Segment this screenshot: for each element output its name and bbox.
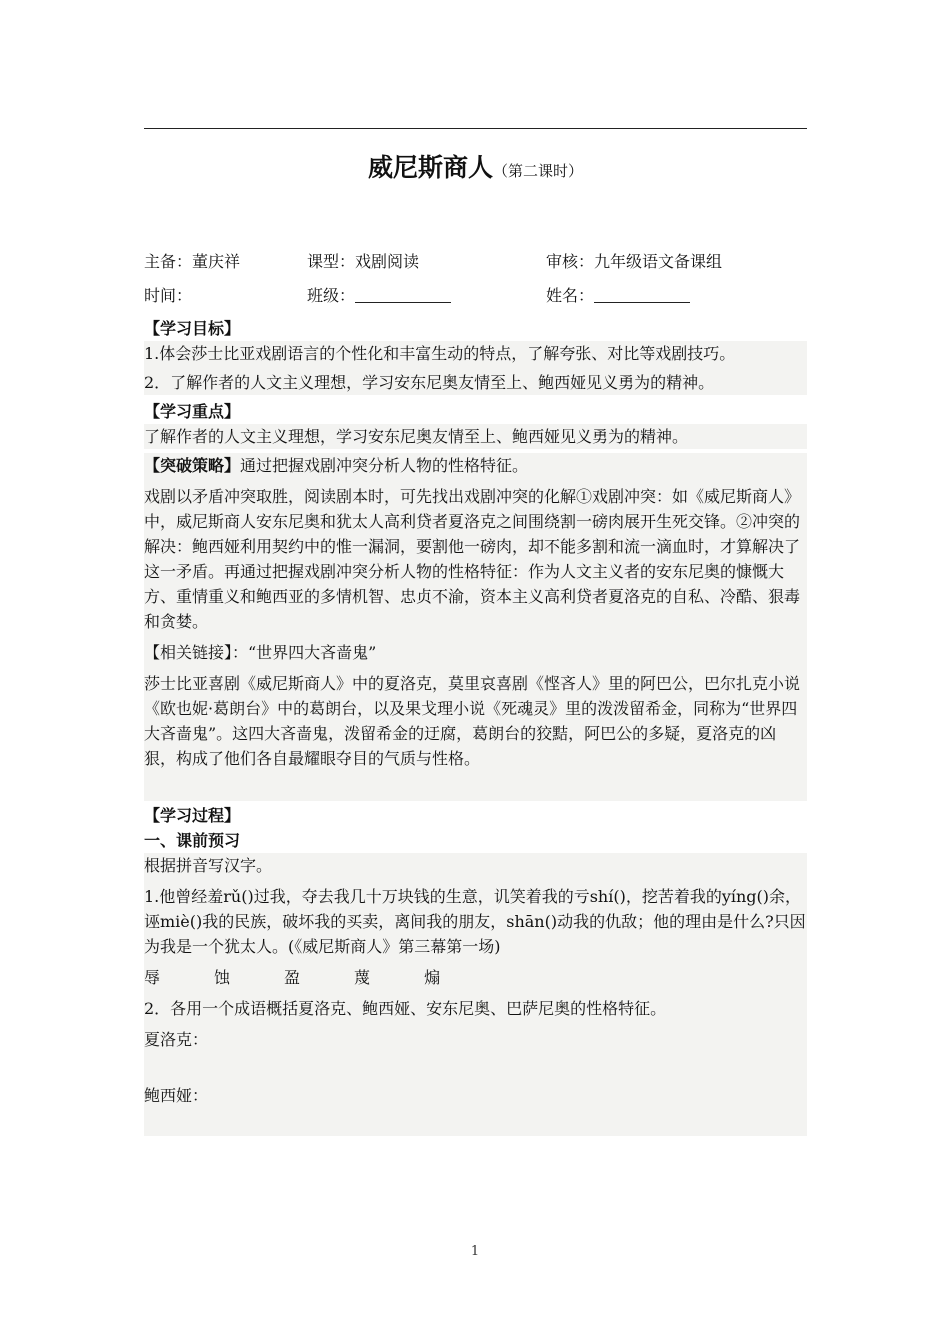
- meta-name-label: 姓名：: [546, 286, 595, 305]
- name-blank[interactable]: [594, 284, 690, 303]
- header-rule: [144, 128, 807, 129]
- meta-type: 课型：戏剧阅读: [307, 252, 420, 271]
- answer-char: 蔑: [354, 968, 371, 987]
- strategy-heading: 【突破策略】: [144, 456, 241, 475]
- instruction-text: 根据拼音写汉字。: [144, 856, 273, 875]
- page-title: [144, 148, 807, 191]
- strategy-text: 戏剧以矛盾冲突取胜，阅读剧本时，可先找出戏剧冲突的化解①戏剧冲突：如《威尼斯商人》中，威尼斯商人安东尼奥和犹太人高利贷者夏洛克之间围绕割一磅肉展开生死交锋。②冲突的解决：鲍西娅利用契约中的惟一漏洞，要割他一磅肉，却不能多割和流一滴血时，才算解决了这一矛盾。再通过把握戏剧冲突分析人物的性格特征：作为人文主义者的安东尼奥的慷慨大方、重情重义和鲍西亚的多情机智、忠贞不渝，资本主义高利贷者夏洛克的自私、冷酷、狠毒和贪婪。: [144, 487, 801, 631]
- meta-time: 时间：: [144, 286, 193, 305]
- question-1: 1.他曾经羞rǔ()过我，夺去我几十万块钱的生意，讥笑着我的亏shí()，挖苦着我的yíng()余，诬miè()我的民族，破坏我的买卖，离间我的朋友，shān()动我的仇敌；他的理由是什么?只因为我是一个犹太人。(《威尼斯商人》第三幕第一场): [144, 887, 806, 956]
- goal-item: 2．了解作者的人文主义理想，学习安东尼奥友情至上、鲍西娅见义勇为的精神。: [144, 373, 715, 392]
- page-number: 1: [470, 1244, 480, 1259]
- answer-char: 蚀: [214, 968, 231, 987]
- goals-heading: 【学习目标】: [144, 319, 241, 338]
- goals-block: [144, 341, 807, 395]
- process-heading: 【学习过程】: [144, 806, 241, 825]
- focus-heading: 【学习重点】: [144, 402, 241, 421]
- char-portia: 鲍西娅：: [144, 1086, 209, 1105]
- answer-char: 盈: [284, 968, 301, 987]
- answer-char: 煽: [424, 968, 441, 987]
- question-2: 2．各用一个成语概括夏洛克、鲍西娅、安东尼奥、巴萨尼奥的性格特征。: [144, 999, 667, 1018]
- title-sub: （第二课时）: [493, 162, 584, 180]
- goal-item: 1.体会莎士比亚戏剧语言的个性化和丰富生动的特点，了解夸张、对比等戏剧技巧。: [144, 344, 736, 363]
- meta-author: 主备：董庆祥: [144, 252, 241, 271]
- preview-block: [144, 853, 807, 1136]
- main-content: [144, 316, 807, 1136]
- meta-name: [546, 284, 690, 308]
- strategy-block: [144, 453, 807, 801]
- char-shylock: 夏洛克：: [144, 1030, 209, 1049]
- meta-class: [307, 284, 451, 308]
- meta-review: 审核：九年级语文备课组: [546, 252, 723, 271]
- strategy-lead: 通过把握戏剧冲突分析人物的性格特征。: [240, 456, 529, 475]
- title-main: 威尼斯商人: [367, 153, 493, 182]
- section1-heading: 一、课前预习: [144, 831, 241, 850]
- link-heading: 【相关链接】：“世界四大吝啬鬼”: [144, 643, 377, 662]
- class-blank[interactable]: [355, 284, 451, 303]
- focus-text: 了解作者的人文主义理想，学习安东尼奥友情至上、鲍西娅见义勇为的精神。: [144, 424, 807, 449]
- link-text: 莎士比亚喜剧《威尼斯商人》中的夏洛克，莫里哀喜剧《悭吝人》里的阿巴公，巴尔扎克小说《欧也妮·葛朗台》中的葛朗台，以及果戈理小说《死魂灵》里的泼泼留希金，同称为“世界四大吝啬鬼”。这四大吝啬鬼，泼留希金的迂腐，葛朗台的狡黠，阿巴公的多疑，夏洛克的凶狠，构成了他们各自最耀眼夺目的气质与性格。: [144, 674, 801, 768]
- answer-char: 辱: [144, 968, 161, 987]
- answer-row: [144, 965, 807, 990]
- meta-class-label: 班级：: [307, 286, 356, 305]
